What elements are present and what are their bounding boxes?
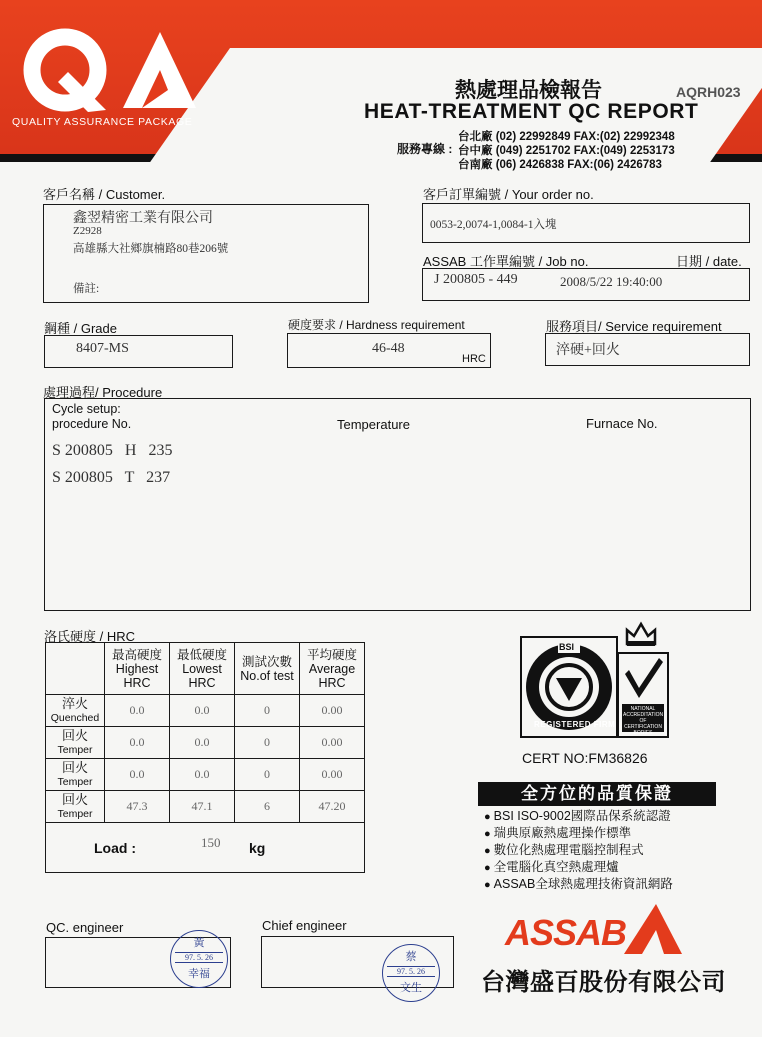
nacb-crown-icon <box>624 620 658 648</box>
service-label: 服務項目/ Service requirement <box>546 319 722 334</box>
hotline-tainan: 台南廠 (06) 2426838 FAX:(06) 2426783 <box>458 159 662 171</box>
hotline-taichung: 台中廠 (049) 2251702 FAX:(049) 2253173 <box>458 145 675 157</box>
registered-firm-text: REGISTERED FIRM <box>534 720 616 729</box>
furnace-label: Furnace No. <box>586 416 658 431</box>
customer-code: Z2928 <box>73 225 102 237</box>
col-test-count: 測試次數 No.of test <box>235 643 300 695</box>
table-row: 回火 Temper 47.3 47.1 6 47.20 <box>46 791 365 823</box>
hardness-value: 46-48 <box>372 341 405 356</box>
table-row: 淬火 Quenched 0.0 0.0 0 0.00 <box>46 695 365 727</box>
list-item: ● 全電腦化真空熱處理爐 <box>484 859 673 876</box>
procedure-label: 處理過程/ Procedure <box>43 385 163 400</box>
procedure-row-1: S 200805 H 235 <box>52 442 173 459</box>
quality-guarantee-title: 全方位的品質保證 <box>478 782 716 806</box>
list-item: ● BSI ISO-9002國際品保系統認證 <box>484 808 673 825</box>
qa-logo <box>18 20 208 115</box>
chief-stamp: 蔡 97. 5. 26 文生 <box>382 944 440 1002</box>
service-hotline-label: 服務專線 : <box>397 142 453 156</box>
order-value: 0053-2,0074-1,0084-1入塊 <box>430 219 557 231</box>
temperature-label: Temperature <box>337 417 410 432</box>
assab-triangle-logo <box>622 902 684 956</box>
qc-engineer-label: QC. engineer <box>46 920 124 935</box>
hrc-table <box>45 642 365 873</box>
hrc-corner-cell <box>46 643 105 695</box>
cycle-setup-label: Cycle setup: <box>52 402 121 416</box>
grade-box <box>44 335 233 368</box>
hotline-taipei: 台北廠 (02) 22992849 FAX:(02) 22992348 <box>458 131 675 143</box>
company-name: 台灣盛百股份有限公司 <box>481 969 726 996</box>
qc-stamp: 黃 97. 5. 26 幸福 <box>170 930 228 988</box>
bsi-registered-seal <box>520 636 618 738</box>
customer-label: 客戶名稱 / Customer. <box>43 187 166 202</box>
date-label: 日期 / date. <box>676 254 742 269</box>
bsi-text: BSI <box>559 642 575 652</box>
col-highest: 最高硬度 Highest HRC <box>105 643 170 695</box>
doc-code: AQRH023 <box>676 84 741 100</box>
load-label: Load : <box>94 840 136 856</box>
order-label: 客戶訂單編號 / Your order no. <box>423 187 594 202</box>
job-no: J 200805 - 449 <box>434 272 518 287</box>
hardness-label: 硬度要求 / Hardness requirement <box>288 318 465 332</box>
customer-address: 高雄縣大社鄉旗楠路80巷206號 <box>73 243 229 255</box>
customer-name: 鑫翌精密工業有限公司 <box>73 211 213 226</box>
grade-label: 鋼種 / Grade <box>44 321 117 336</box>
table-row: 回火 Temper 0.0 0.0 0 0.00 <box>46 759 365 791</box>
qa-package-label: QUALITY ASSURANCE PACKAGE <box>12 116 193 128</box>
load-value: 150 <box>201 835 221 850</box>
grade-value: 8407-MS <box>76 341 129 356</box>
title-en: HEAT-TREATMENT QC REPORT <box>364 100 699 123</box>
title-zh: 熱處理品檢報告 <box>455 79 602 102</box>
assab-wordmark: ASSAB <box>505 912 627 953</box>
load-row <box>46 823 365 873</box>
chief-engineer-label: Chief engineer <box>262 918 347 933</box>
service-value: 淬硬+回火 <box>556 343 620 358</box>
nacb-accreditation-mark <box>617 652 669 738</box>
hrc-label: 洛氏硬度 / HRC <box>44 629 136 644</box>
quality-guarantee-list <box>484 808 673 893</box>
hardness-unit: HRC <box>462 353 486 365</box>
procedure-no-label: procedure No. <box>52 417 132 431</box>
cert-number: CERT NO:FM36826 <box>522 750 648 766</box>
list-item: ● 瑞典原廠熱處理操作標準 <box>484 825 673 842</box>
list-item: ● ASSAB全球熱處理技術資訊網路 <box>484 876 673 893</box>
nacb-text: NATIONAL ACCREDITATION OF CERTIFICATION BODIES <box>623 706 664 736</box>
list-item: ● 數位化熱處理電腦控制程式 <box>484 842 673 859</box>
procedure-row-2: S 200805 T 237 <box>52 469 171 486</box>
hotline-list <box>458 130 675 172</box>
customer-remark-label: 備註: <box>73 283 100 295</box>
job-label: ASSAB 工作單編號 / Job no. <box>423 254 589 269</box>
job-date: 2008/5/22 19:40:00 <box>560 274 663 289</box>
col-lowest: 最低硬度 Lowest HRC <box>170 643 235 695</box>
load-unit: kg <box>249 840 266 856</box>
table-row: 回火 Temper 0.0 0.0 0 0.00 <box>46 727 365 759</box>
col-average: 平均硬度 Average HRC <box>300 643 365 695</box>
